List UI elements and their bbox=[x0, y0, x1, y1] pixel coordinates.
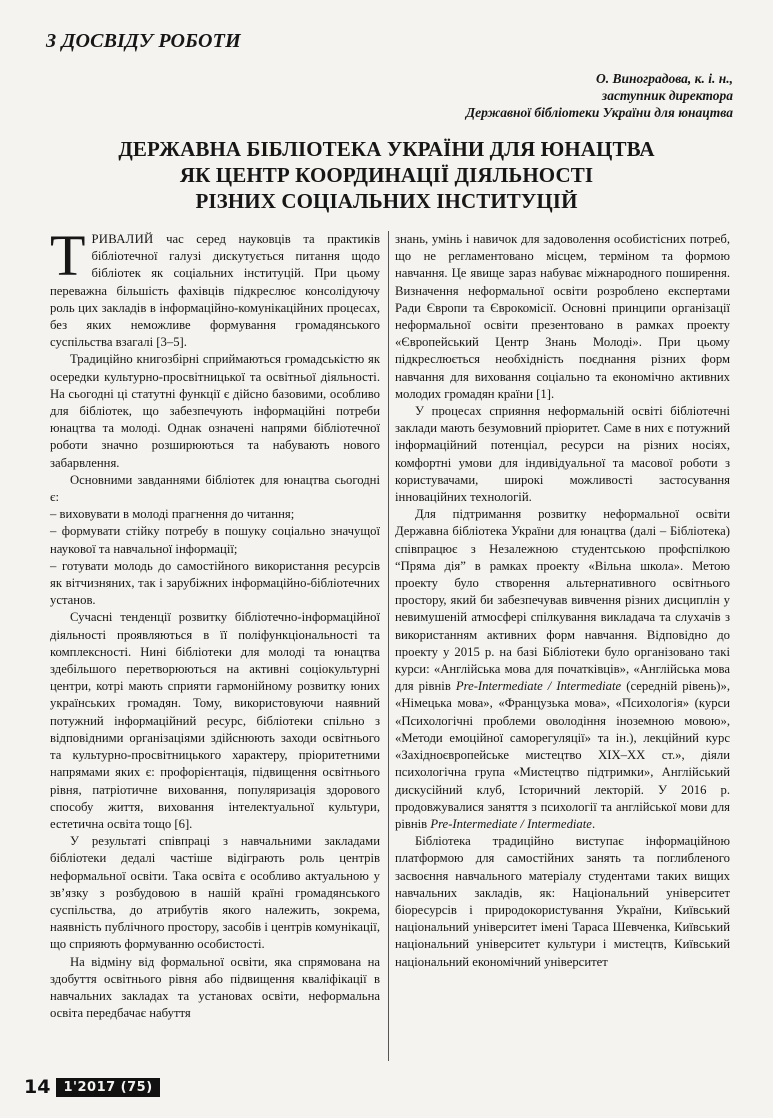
title-line-3: РІЗНИХ СОЦІАЛЬНИХ ІНСТИТУЦІЙ bbox=[195, 189, 578, 213]
author-position: заступник директора bbox=[601, 88, 733, 103]
list-item: – готувати молодь до самостійного використання ресурсів як вітчизняних, так і зарубіжних інформаційно-бібліотечних установ. bbox=[50, 558, 380, 608]
issue-badge: 1'2017 (75) bbox=[56, 1078, 159, 1097]
left-column bbox=[50, 223, 380, 1022]
paragraph-text: Для підтримання розвитку неформальної освіти Державна бібліотека України для юнацтва (далі – Бібліотека) співпрацює з Незалежною студентською профспілкою “Пряма дія” в рамках проекту «Вільна школа». Метою проекту було створення альтернативного освітнього простору, який би забезпечував вивчення різних дисциплін у невимушеній атмосфері спілкування викладача та слухачів з використанням активних форм навчання. Відповідно до проекту у 2015 р. на базі Бібліотеки було організовано такі курси: «Англійська мова для початківців», «Англійська мова для рівнів bbox=[395, 507, 730, 694]
paragraph: знань, умінь і навичок для задоволення особистісних потреб, що не регламентовано місцем, терміном та формою навчання. Це явище зараз набуває міжнародного поширення. Визначення неформальної освіти розроблено експертами Ради Європи та Єврокомісії. Основні принципи організації неформальної освіти презентовано в рамках проекту «Європейський Центр Знань Молоді». При цьому підкреслюється необхідність поєднання різних форм навчання для виховання соціально та економічно активних молодих громадян країни [1]. bbox=[395, 232, 730, 401]
paragraph: Бібліотека традиційно виступає інформаційною платформою для самостійних занять та поглибленого засвоєння навчального матеріалу студентами таких вищих навчальних закладів, як: Національний університет біоресурсів і природокористування України, Київський національний університет імені Тараса Шевченка, Київський національний університет культури і мистецтв, Київський національний економічний університет bbox=[395, 834, 730, 969]
paragraph: Сучасні тенденції розвитку бібліотечно-інформаційної діяльності проявляються в її поліфункціональності та комплексності. Нині бібліотеки для молоді та юнацтва здебільшого перетворюються на активні соціокультурні центри, котрі мають сприяти гармонійному розвитку юних українських громадян. Тому, використовуючи наявний потужний інформаційний ресурс, бібліотеки спільно з відповідними організаціями здійснюють заходи освітнього та культурно-просвітницького характеру, пріоритетними напрямами яких є: профорієнтація, підвищення освітнього рівня, патріотичне виховання, популяризація здорового способу життя, виховання інтелектуальної культури, естетична освіта тощо [6]. bbox=[50, 610, 380, 831]
page-number: 14 bbox=[24, 1076, 51, 1098]
paragraph: На відміну від формальної освіти, яка спрямована на здобуття освітнього рівня або підвищення кваліфікації в навчальних закладах та установах освіти, неформальна освіта передбачає набуття bbox=[50, 954, 380, 1021]
paragraph bbox=[50, 223, 380, 351]
article-title bbox=[40, 136, 733, 214]
level-name: Pre-Intermediate / Intermediate bbox=[430, 816, 592, 831]
paragraph: Традиційно книгозбірні сприймаються громадськістю як осередки культурно-просвітницької та освітньої діяльності. На сьогодні ці статутні функції є дійсно базовими, особливо для бібліотек, що забезпечують інформаційні потреби юнацтва та молоді. Однак означені напрями бібліотечної роботи значно розширюються та набувають нового забарвлення. bbox=[50, 352, 380, 470]
page-footer bbox=[24, 1076, 160, 1098]
column-divider bbox=[388, 231, 389, 1061]
paragraph bbox=[395, 506, 730, 833]
lead-word: РИВАЛИЙ bbox=[91, 232, 154, 246]
level-name: Pre-Intermediate / Intermediate bbox=[455, 679, 622, 694]
section-label: З ДОСВІДУ РОБОТИ bbox=[46, 30, 241, 52]
paragraph: У процесах сприяння неформальній освіті бібліотечні заклади мають безумовний пріоритет. Саме в них є потужний інформаційний потенціал, ресурси на різних носіях, комфортні умови для індивідуальної та масової роботи з користувачами, широкі можливості застосування інноваційних технологій. bbox=[395, 404, 730, 505]
list-item: – формувати стійку потребу в пошуку соціально значущої наукової та навчальної інформації; bbox=[50, 524, 380, 556]
paragraph: Основними завданнями бібліотек для юнацтва сьогодні є: bbox=[50, 472, 380, 505]
title-line-1: ДЕРЖАВНА БІБЛІОТЕКА УКРАЇНИ ДЛЯ ЮНАЦТВА bbox=[118, 137, 655, 161]
title-line-2: ЯК ЦЕНТР КООРДИНАЦІЇ ДІЯЛЬНОСТІ bbox=[179, 163, 594, 187]
drop-cap: Т bbox=[50, 223, 86, 288]
list-item: – виховувати в молоді прагнення до читання; bbox=[50, 507, 295, 522]
author-organization: Державної бібліотеки України для юнацтва bbox=[465, 105, 733, 120]
author-name: О. Виноградова, к. і. н., bbox=[596, 71, 733, 86]
paragraph-text: . bbox=[591, 816, 596, 831]
author-block bbox=[313, 70, 733, 121]
paragraph-text: (середній рівень)», «Німецька мова», «Французька мова», «Психологія» (курси «Психологічні проблеми оволодіння іноземною мовою», «Методи емоційної саморегуляції» та ін.), лекційний курс «Західноєвропейське мистецтво XIX–XX ст.», діяли психологічна група «Мистецтво підтримки», Англійський дискусійний клуб, Історичний лекторій. У 2016 р. продовжувалися заняття з психології та англійської мови для рівнів bbox=[395, 679, 730, 831]
paragraph-text: час серед науковців та практиків бібліотечної галузі дискутується питання щодо бібліотек як соціальних інституцій. При цьому переважна більшість фахівців підкреслює консолідуючу роль цих закладів в інформаційно-комунікаційних процесах, без яких неможливе формування громадянського суспільства взагалі [3–5]. bbox=[50, 232, 380, 350]
right-column bbox=[395, 231, 730, 971]
paragraph: У результаті співпраці з навчальними закладами бібліотеки дедалі частіше відіграють роль центрів неформальної освіти. Така освіта є особливо актуальною у зв’язку з розбудовою в нашій країні громадянського суспільства, до атрибутів якого належить, зокрема, наявність публічного простору, засобів і центрів комунікації, що сприяють формуванню особистості. bbox=[50, 834, 380, 952]
